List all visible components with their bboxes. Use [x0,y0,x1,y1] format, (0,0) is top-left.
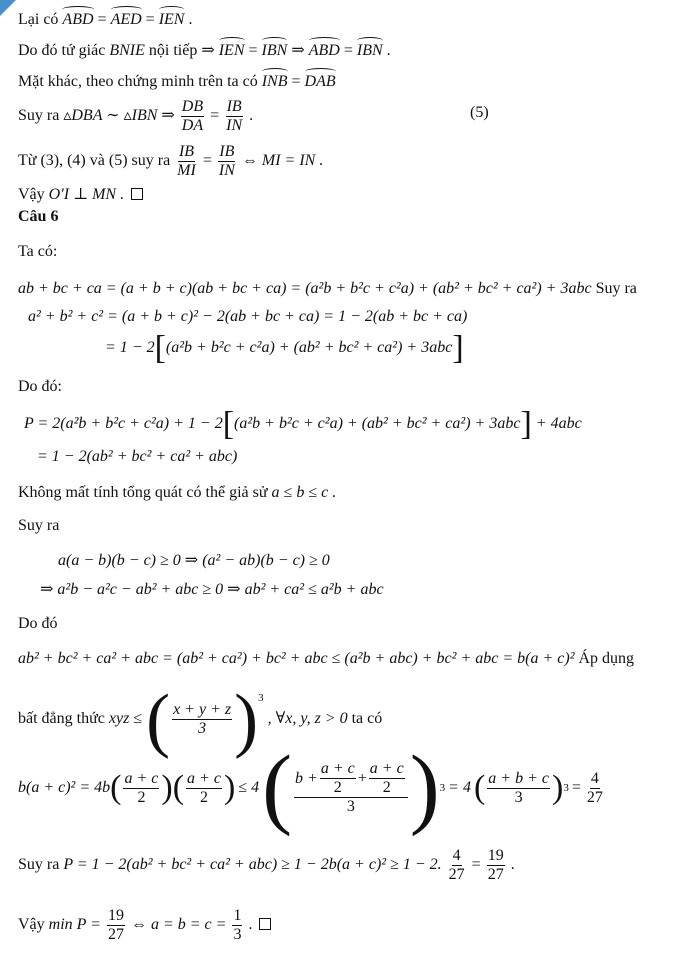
fraction-mean [172,701,232,738]
line-wlog [18,483,336,503]
numerator: a + c [187,769,221,787]
equals: = [210,107,220,125]
fraction-ib-in [218,143,236,180]
paren-left: ( [172,769,185,806]
text: Vậy [18,916,45,934]
math: ab² + bc² + ca² + abc = (ab² + ca²) + bc² + abc ≤ (a²b + abc) + bc² + abc = b(a + c)² [18,650,575,667]
paren-right: ) [409,738,440,837]
math: = 1 − 2 [105,339,155,356]
denominator: 2 [137,788,146,806]
numerator: 19 [487,847,504,864]
equation-p-simplified: = 1 − 2(ab² + bc² + ca² + abc) [37,448,238,465]
denominator: IN [226,117,243,134]
text: Do đó tứ giác [18,42,106,59]
numerator: 4 [452,847,461,864]
math: ⇔ MI = IN . [241,152,324,170]
equation-sum-squares-cont [105,329,464,367]
math: ab + bc + ca = (a + b + c)(ab + bc + ca) = (a²b + b²c + c²a) + (ab² + bc² + ca²) + 3abc [18,280,592,297]
numerator: 19 [107,907,124,924]
period: . [248,916,253,934]
equals: = [343,42,353,59]
paren-right: ) [552,769,564,806]
fraction-a-plus-c [186,770,222,807]
fraction-sum-over-3 [487,770,550,807]
fraction-half [320,760,356,797]
math: , ∀x, y, z > 0 [267,710,348,727]
equation-tag-5: (5) [470,104,489,121]
line-angles-equal [18,6,192,30]
denominator: 3 [514,788,523,806]
equals: = [97,11,107,28]
math: ≤ 4 [238,779,260,796]
math: (a²b + b²c + c²a) + (ab² + bc² + ca²) + 3abc [165,339,453,356]
denominator: 3 [198,719,207,737]
bracket: [ [222,405,235,443]
denominator: 2 [333,779,342,796]
numerator: a + c [124,769,159,787]
equation-inequality-1: a(a − b)(b − c) ≥ 0 ⇒ (a² − ab)(b − c) ≥ 0 [58,552,330,569]
equation-am-gm-apply [18,738,606,837]
denominator: DA [181,117,204,134]
period: . [386,42,391,59]
angle-abd: ABD [62,6,93,30]
quad-name: BNIE [109,42,145,59]
line-p-lower-bound [18,847,515,884]
paren-right: ) [223,769,236,806]
fraction-a-plus-c [123,770,159,807]
fraction-1-3 [232,907,242,944]
equation-bound [18,649,634,669]
paren-right: ) [234,679,259,760]
text: Suy ra [595,280,637,297]
equals: = [145,11,155,28]
paren-left: ( [473,769,486,806]
fraction-19-27 [107,907,125,944]
math: (a²b + b²c + c²a) + (ab² + bc² + ca²) + 3abc [234,415,521,432]
angle-ibn: IBN [262,37,288,61]
text: bất đẳng thức [18,710,105,727]
text: Suy ra [18,107,60,125]
text: nội tiếp ⇒ [148,42,215,59]
fraction-ib-in [225,98,243,135]
math: O′I ⊥ MN . [48,186,125,203]
text: Không mất tính tổng quát có thể giả sử [18,484,268,501]
qed-square-icon [259,918,271,930]
paren-right: ) [161,769,173,806]
period: . [249,107,254,125]
numerator: IB [178,143,195,160]
numerator: a + b + c [488,769,549,787]
angle-dab: DAB [305,68,336,92]
exponent: 3 [258,692,264,704]
denominator: 3 [233,926,242,943]
denominator: 27 [107,926,124,943]
fraction-4-27 [586,770,604,807]
period: . [510,856,515,874]
math: P = 2(a²b + b²c + c²a) + 1 − 2 [24,415,223,432]
paren-left: ( [262,738,293,837]
fraction-ib-mi [176,143,197,180]
text-do-do: Do đó: [18,378,62,395]
text-do-do: Do đó [18,615,58,632]
math: + 4abc [535,415,582,432]
text-suy-ra: Suy ra [18,517,60,534]
page-corner-decoration [0,0,16,16]
fraction-half [369,760,405,797]
bracket: ] [520,405,532,443]
plus: + [357,769,367,787]
numerator: a + c [320,760,355,777]
exponent: 3 [439,782,446,794]
numerator: DB [181,98,204,115]
denominator: 3 [346,798,355,815]
math: b + [295,769,318,787]
line-perpendicular [18,185,143,205]
text: Vậy [18,186,45,203]
equals: = [571,779,581,796]
angle-ibn: IBN [357,37,383,61]
numerator: x + y + z [173,700,232,718]
bracket: [ [154,329,166,367]
line-similar-triangles [18,98,253,135]
denominator: 2 [382,779,391,796]
equation-sum-squares: a² + b² + c² = (a + b + c)² − 2(ab + bc + ca) = 1 − 2(ab + bc + ca) [28,308,468,325]
text: ta có [351,710,383,727]
line-cyclic-quad [18,37,391,61]
numerator: a + c [369,760,404,777]
denominator: IN [218,162,235,179]
paren-left: ( [146,679,171,760]
text: Suy ra [18,856,60,874]
equation-inequality-2: ⇒ a²b − a²c − ab² + abc ≥ 0 ⇒ ab² + ca² ≤ a²b + abc [40,581,384,598]
text: Lại có [18,11,59,28]
denominator: 27 [448,866,465,883]
numerator: IB [219,143,235,160]
implies: ⇒ [291,42,305,59]
equals: = [202,152,212,170]
fraction-db-da [181,98,204,135]
angle-ien: IEN [159,6,185,30]
text: Mặt khác, theo chứng minh trên ta có [18,73,258,90]
bracket: ] [452,329,464,367]
fraction-19-27 [487,847,505,884]
math: xyz ≤ [108,710,143,727]
equals: = [248,42,258,59]
angle-aed: AED [111,6,142,30]
angle-abd: ABD [309,37,340,61]
numerator: 1 [233,907,242,924]
text: Áp dụng [578,650,635,667]
math: b(a + c)² = 4b [18,779,111,796]
math: a ≤ b ≤ c . [271,484,337,501]
line-am-gm [18,679,383,760]
paren-left: ( [110,769,122,806]
angle-inb: INB [262,68,288,92]
math: P = 1 − 2(ab² + bc² + ca² + abc) ≥ 1 − 2b(a + c)² ≥ 1 − 2. [63,856,442,874]
line-conclusion-mi-in [18,143,323,180]
text-ta-co: Ta có: [18,243,58,260]
qed-square-icon [131,188,143,200]
text: Từ (3), (4) và (5) suy ra [18,152,171,170]
denominator: 27 [487,866,504,883]
equals: = [471,856,481,874]
denominator: MI [177,162,196,179]
numerator: 4 [590,769,599,787]
denominator: 2 [200,788,208,806]
line-angle-inb [18,68,336,92]
period: . [188,11,193,28]
math: ⇔ a = b = c = [130,916,227,934]
equation-p-expansion [24,405,582,443]
question-heading: Câu 6 [18,208,59,225]
numerator [294,760,408,798]
exponent: 3 [563,782,569,794]
equation-expand-product [18,279,637,299]
denominator: 27 [586,788,603,806]
equals: = [291,73,301,90]
similarity: ▵DBA ∼ ▵IBN ⇒ [63,107,175,125]
math: = 4 [448,779,471,796]
line-min-p [18,907,271,944]
math: min P = [48,916,101,934]
fraction-mean-big [294,760,408,816]
numerator: IB [226,98,242,115]
angle-ien: IEN [219,37,245,61]
fraction-4-27 [448,847,466,884]
